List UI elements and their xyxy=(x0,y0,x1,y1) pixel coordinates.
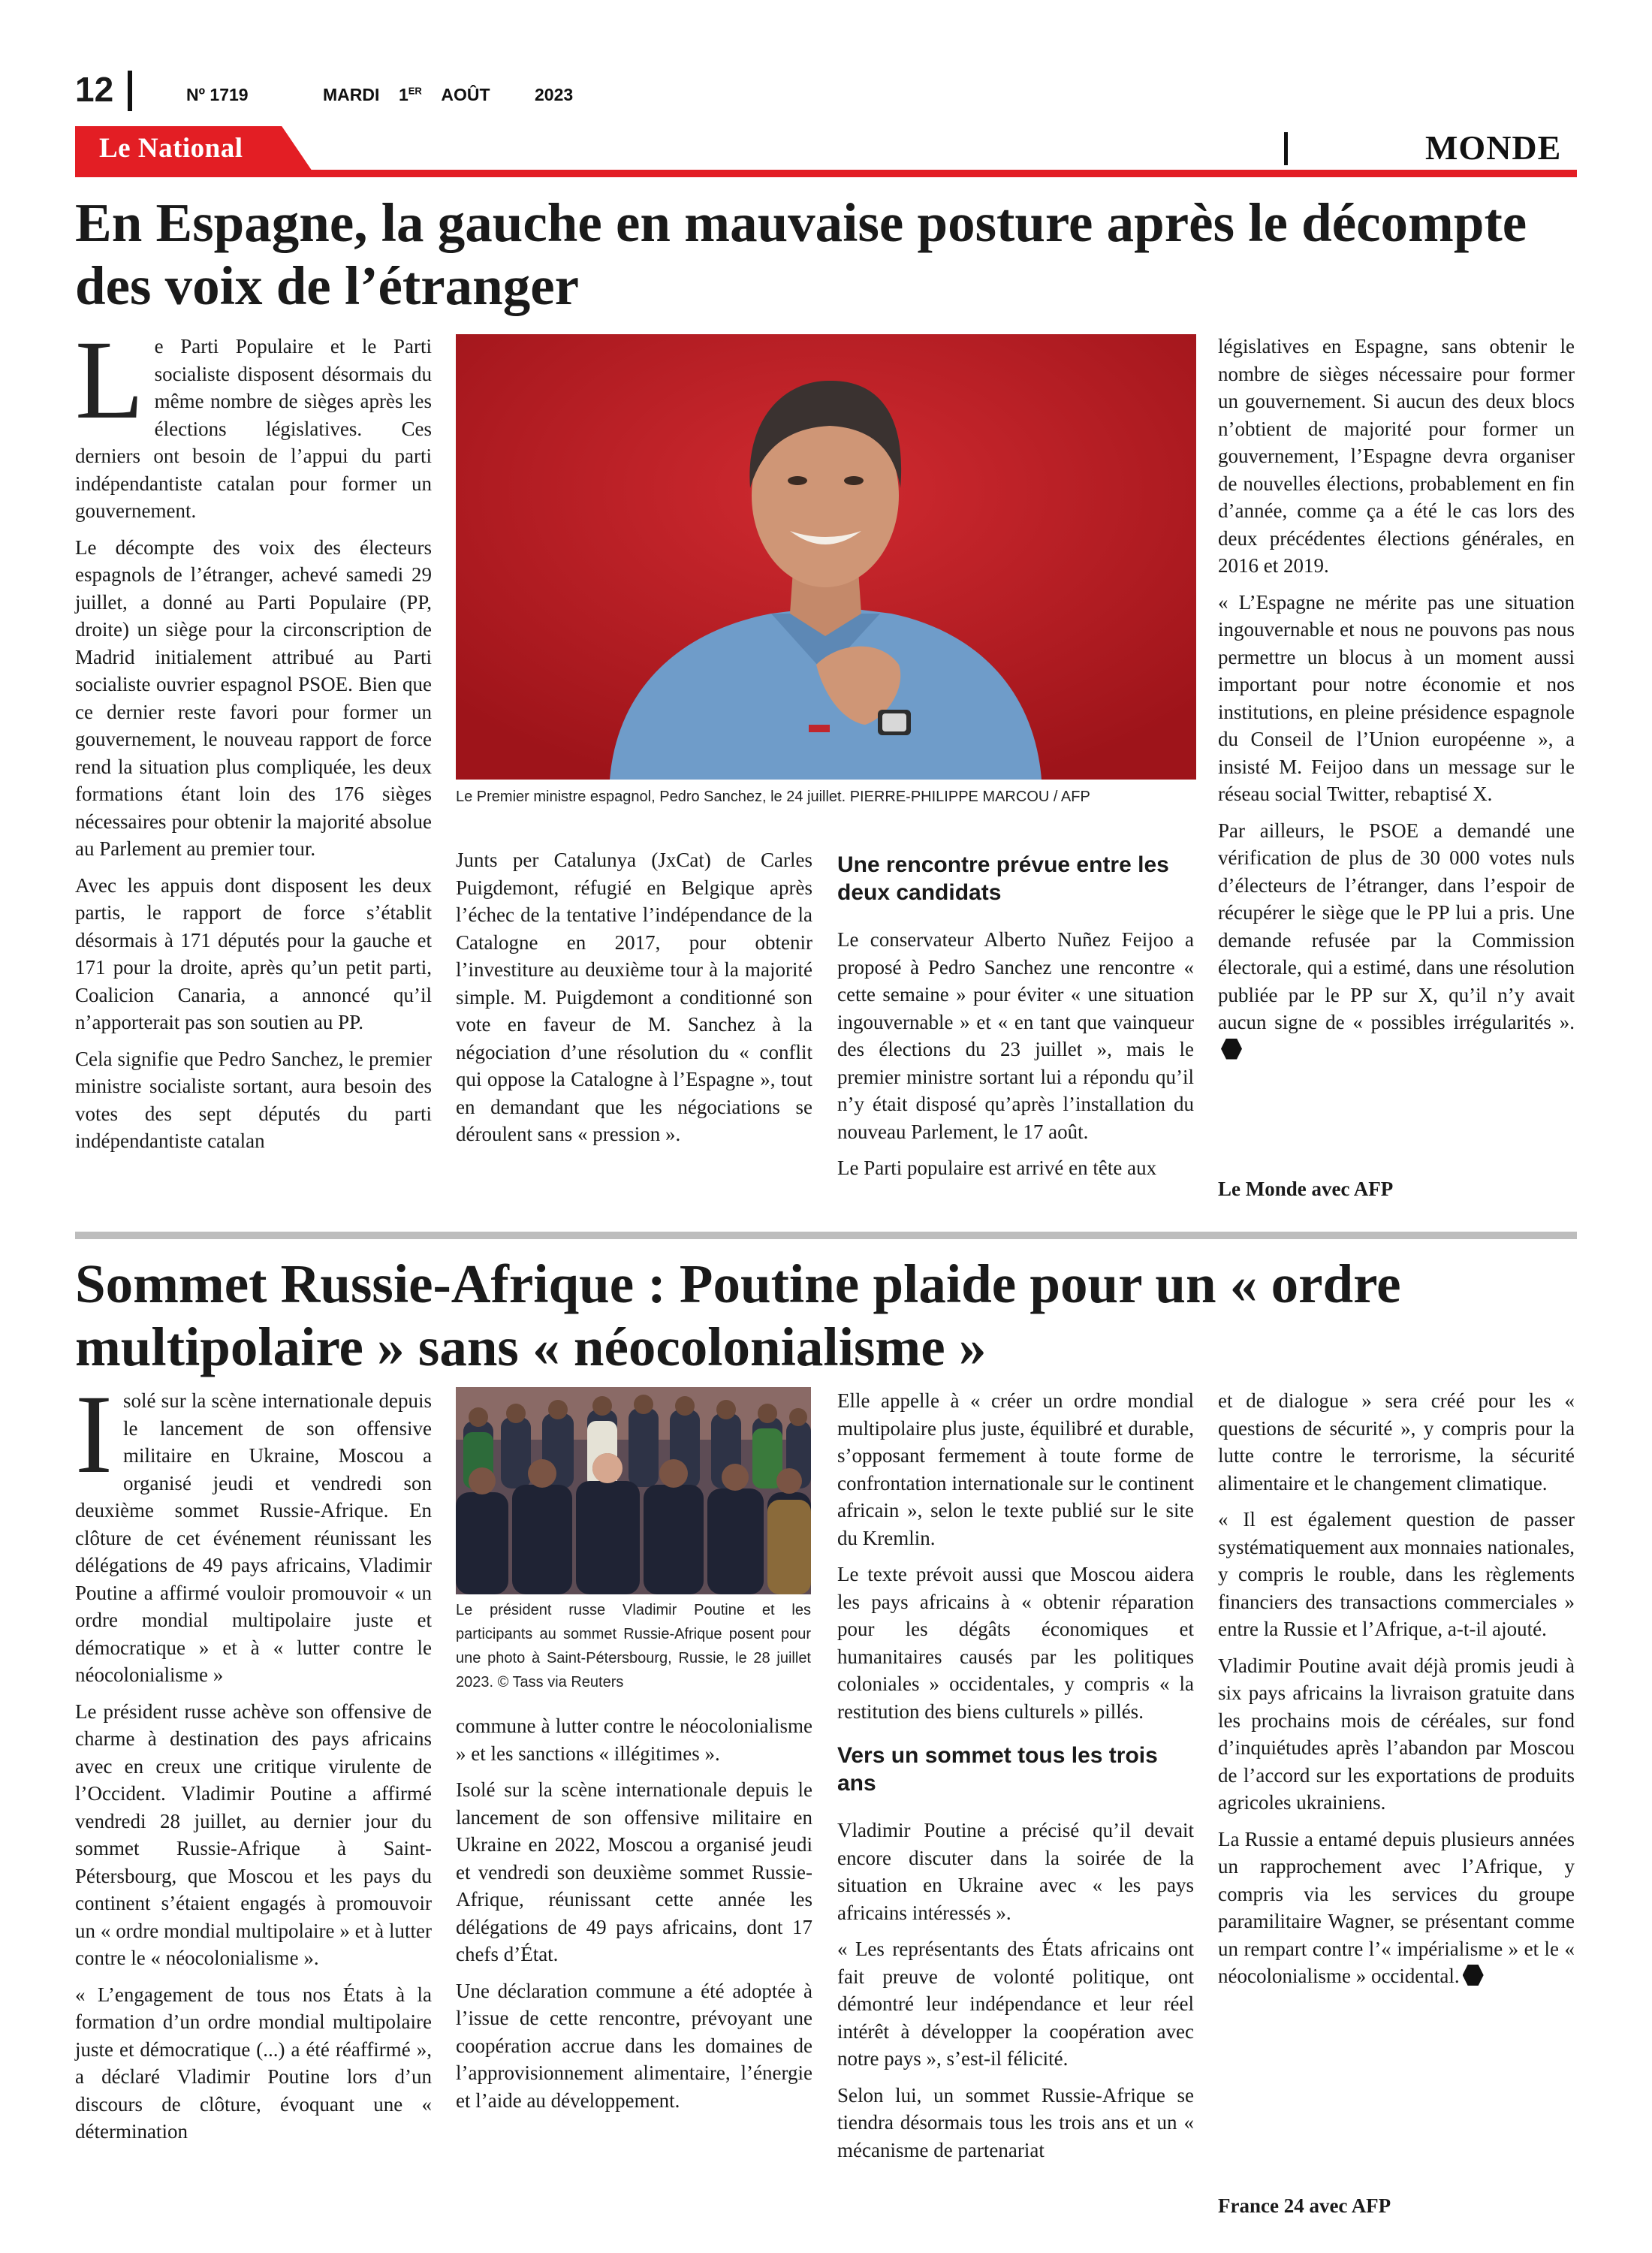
article2-paragraph: « L’engagement de tous nos États à la formation d’un ordre mondial multipolaire juste et démocratique (...) a été réaffirmé », a déclaré Vladimir Poutine lors d’un discours de clôture, évoquant une « détermination xyxy=(75,1983,432,2143)
article1-dropcap: L xyxy=(75,318,144,442)
article2-column-1 xyxy=(75,1372,432,2155)
page-number-divider xyxy=(128,71,132,111)
article1-signature: Le Monde avec AFP xyxy=(1218,1178,1394,1200)
article2-paragraph: Isolé sur la scène internationale depuis le lancement de son offensive militaire en Ukraine en 2022, Moscou a organisé jeudi et vendredi son deuxième sommet Russie-Afrique, réunissant cette année les délégations de 49 pays africains, dont 17 chefs d’État. xyxy=(456,1778,812,1965)
article1-column-3 xyxy=(837,851,1194,1191)
article2-signature: France 24 avec AFP xyxy=(1218,2194,1391,2217)
article1-paragraph: Junts per Catalunya (JxCat) de Carles Puigdemont, réfugié en Belgique après l’échec de la tentative l’indépendance de la Catalogne en 2017, pour obtenir l’investiture au deuxième tour à la majorité simple. M. Puigdemont a conditionné son vote en faveur de M. Sanchez à la négociation d’une résolution du « conflit qui oppose la Catalogne à l’Espagne », tout en demandant que les négociations se déroulent sans « pression ». xyxy=(456,849,812,1145)
brand-logo: Le National xyxy=(99,133,243,164)
article2-headline: Sommet Russie-Afrique : Poutine plaide pour un « ordre multipolaire » sans « néocolonialisme » xyxy=(75,1253,1401,1377)
article2-paragraph: Le président russe achève son offensive de charme à destination des pays africains avec en creux une critique virulente de l’Occident. Vladimir Poutine a affirmé vendredi 28 juillet, au dernier jour du sommet Russie-Afrique à Saint-Pétersbourg, que Moscou et les pays du continent s’étaient engagés à promouvoir un « ordre mondial multipolaire » et à lutter contre le « néocolonialisme ». xyxy=(75,1700,432,1969)
article2-paragraph: Vladimir Poutine a précisé qu’il devait encore discuter dans la soirée de la situation en Ukraine avec « les pays africains intéressés ». xyxy=(837,1819,1194,1924)
issue-year: 2023 xyxy=(535,85,574,104)
article2-text: solé sur la scène internationale depuis le lancement de son offensive militaire en Ukraine, Moscou a organisé jeudi et vendredi son deuxième sommet Russie-Afrique. En clôture de cet événement réunissant les délégations de 49 pays africains, Vladimir Poutine a affirmé vouloir promouvoir « un ordre mondial multipolaire juste et démocratique » et à « lutter contre le néocolonialisme » xyxy=(75,1389,432,1686)
article2-photo-caption: Le président russe Vladimir Poutine et les participants au sommet Russie-Afrique posent pour une photo à Saint-Pétersbourg, Russie, le 28 juillet 2023. © Tass via Reuters xyxy=(456,1602,811,1691)
article1-headline: En Espagne, la gauche en mauvaise posture après le décompte des voix de l’étranger xyxy=(75,192,1527,316)
article2-paragraph: Une déclaration commune a été adoptée à l’issue de cette rencontre, prévoyant une coopération accrue dans les domaines de l’approvisionnement alimentaire, l’énergie et l’aide au développement. xyxy=(456,1979,812,2112)
summit-photo xyxy=(456,1387,811,1594)
article1-paragraph: législatives en Espagne, sans obtenir le nombre de sièges nécessaire pour former un gouvernement. Si aucun des deux blocs n’obtient de majorité pour former un gouvernement, l’Espagne devra organiser de nouvelles élections, probablement en fin d’année, comme ça a été le cas lors des deux précédentes élections générales, en 2016 et 2019. xyxy=(1218,335,1575,577)
sanchez-photo-illustration xyxy=(456,334,1196,780)
issue-date xyxy=(323,85,490,105)
article1-text: Par ailleurs, le PSOE a demandé une vérification de plus de 30 000 votes nuls d’électeurs de l’étranger, dans l’espoir de récupérer le siège que le PP lui a pris. Une demande refusée par la Commission électorale, qui a estimé, dans une résolution publiée par le PP sur X, qu’il n’y avait aucun signe de « possibles irrégularités ». xyxy=(1218,819,1575,1033)
article1-text: e Parti Populaire et le Parti socialiste disposent désormais du même nombre de sièges après les élections législatives. Ces derniers ont besoin de l’appui du parti indépendantiste catalan pour former un gouvernement. xyxy=(75,335,432,522)
article1-paragraph: Cela signifie que Pedro Sanchez, le premier ministre socialiste sortant, aura besoin des votes des sept députés du parti indépendantiste catalan xyxy=(75,1047,432,1152)
article2-column-3 xyxy=(837,1387,1194,2173)
article1-subhead: Une rencontre prévue entre les deux candidats xyxy=(837,852,1169,905)
header-rule xyxy=(75,170,1577,177)
article-separator xyxy=(75,1232,1577,1239)
sanchez-photo xyxy=(456,334,1196,780)
page-number: 12 xyxy=(75,70,114,109)
article2-paragraph: Selon lui, un sommet Russie-Afrique se tiendra désormais tous les trois ans et un « mécanisme de partenariat xyxy=(837,2083,1194,2161)
end-of-article-icon xyxy=(1221,1039,1242,1060)
article1-photo-caption: Le Premier ministre espagnol, Pedro Sanchez, le 24 juillet. PIERRE-PHILIPPE MARCOU / AFP xyxy=(456,789,1090,805)
date-sup: ER xyxy=(408,85,422,97)
article1-paragraph: Le Parti populaire est arrivé en tête aux xyxy=(837,1157,1157,1179)
article2-dropcap: I xyxy=(75,1372,113,1497)
article2-paragraph: et de dialogue » sera créé pour les « questions de sécurité », y compris pour la lutte contre le terrorisme, la sécurité alimentaire et le changement climatique. xyxy=(1218,1389,1575,1494)
date-month: AOÛT xyxy=(441,85,490,104)
article1-column-4 xyxy=(1218,333,1575,1072)
article1-paragraph: Le décompte des voix des électeurs espagnols de l’étranger, achevé samedi 29 juillet, a donné au Parti Populaire (PP, droite) un siège pour la circonscription de Madrid initialement attribué au Parti socialiste ouvrier espagnol PSOE. Bien que ce dernier reste favori pour former un gouvernement, le nouveau rapport de force rend la situation plus compliquée, les deux formations étant loin des 176 sièges nécessaires pour obtenir la majorité absolue au Parlement au premier tour. xyxy=(75,535,432,860)
article1-paragraph xyxy=(75,318,432,525)
article2-paragraph: Le texte prévoit aussi que Moscou aidera les pays africains à « obtenir réparation pour les dégâts économiques et humanitaires causés par les politiques coloniales » occidentales, y compris « la restitution des biens culturels » pillés. xyxy=(837,1563,1194,1723)
article1-paragraph: « L’Espagne ne mérite pas une situation ingouvernable et nous ne pouvons pas nous permettre un blocus à un moment aussi important pour notre économie et nos institutions, en pleine présidence espagnole du Conseil de l’Union européenne », a insisté M. Feijoo dans un message sur le réseau social Twitter, rebaptisé X. xyxy=(1218,590,1575,805)
issue-number: Nº 1719 xyxy=(186,85,249,104)
article2-text: La Russie a entamé depuis plusieurs années un rapprochement avec l’Afrique, y compris via les services du groupe paramilitaire Wagner, se présentant comme un rempart contre l’« impérialisme » et le « néocolonialisme » occidental. xyxy=(1218,1827,1575,1987)
article1-column-1 xyxy=(75,318,432,1164)
article2-column-2 xyxy=(456,1712,812,2123)
article2-paragraph: « Il est également question de passer systématiquement aux monnaies nationales, y compris le rouble, dans les règlements financiers des transactions commerciales » entre la Russie et l’Afrique, a-t-il ajouté. xyxy=(1218,1508,1575,1640)
end-of-article-icon xyxy=(1463,1965,1484,1986)
section-title: MONDE xyxy=(1425,128,1562,167)
article1-column-2 xyxy=(456,846,812,1157)
article2-paragraph: Elle appelle à « créer un ordre mondial multipolaire plus juste, équilibré et durable, s’opposant fermement à toute forme de confrontation internationale sur le continent africain », selon le texte publié sur le site du Kremlin. xyxy=(837,1389,1194,1549)
article1-paragraph: Le conservateur Alberto Nuñez Feijoo a proposé à Pedro Sanchez une rencontre « cette semaine » pour éviter « une situation ingouvernable » et « en tant que vainqueur des élections du 23 juillet », mais le premier ministre sortant lui a répondu qu’il n’y était disposé qu’après l’installation du nouveau Parlement, le 17 août. xyxy=(837,928,1194,1143)
date-num: 1 xyxy=(398,85,408,104)
article2-column-4 xyxy=(1218,1387,1575,1999)
date-day: MARDI xyxy=(323,85,380,104)
section-divider xyxy=(1284,132,1288,165)
article1-paragraph xyxy=(1218,817,1575,1064)
article2-subhead: Vers un sommet tous les trois ans xyxy=(837,1743,1158,1796)
article2-paragraph xyxy=(75,1372,432,1689)
article1-paragraph: Avec les appuis dont disposent les deux partis, le rapport de force s’établit désormais à 171 députés pour la gauche et 171 pour la droite, après qu’un petit parti, Coalicion Canaria, a annoncé qu’il n’apporterait pas son soutien au PP. xyxy=(75,873,432,1033)
article2-paragraph: « Les représentants des États africains ont fait preuve de volonté politique, ont démontré leur indépendance et leur réel intérêt à développer la coopération avec notre pays », s’est-il félicité. xyxy=(837,1938,1194,2070)
summit-photo-illustration xyxy=(456,1387,811,1594)
article2-paragraph: Vladimir Poutine avait déjà promis jeudi à six pays africains la livraison gratuite dans les prochains mois de céréales, sur fond d’inquiétudes après l’abandon par Moscou de l’accord sur les exportations de produits agricoles ukrainiens. xyxy=(1218,1654,1575,1814)
article2-paragraph: commune à lutter contre le néocolonialisme » et les sanctions « illégitimes ». xyxy=(456,1715,812,1765)
article2-paragraph xyxy=(1218,1826,1575,1990)
